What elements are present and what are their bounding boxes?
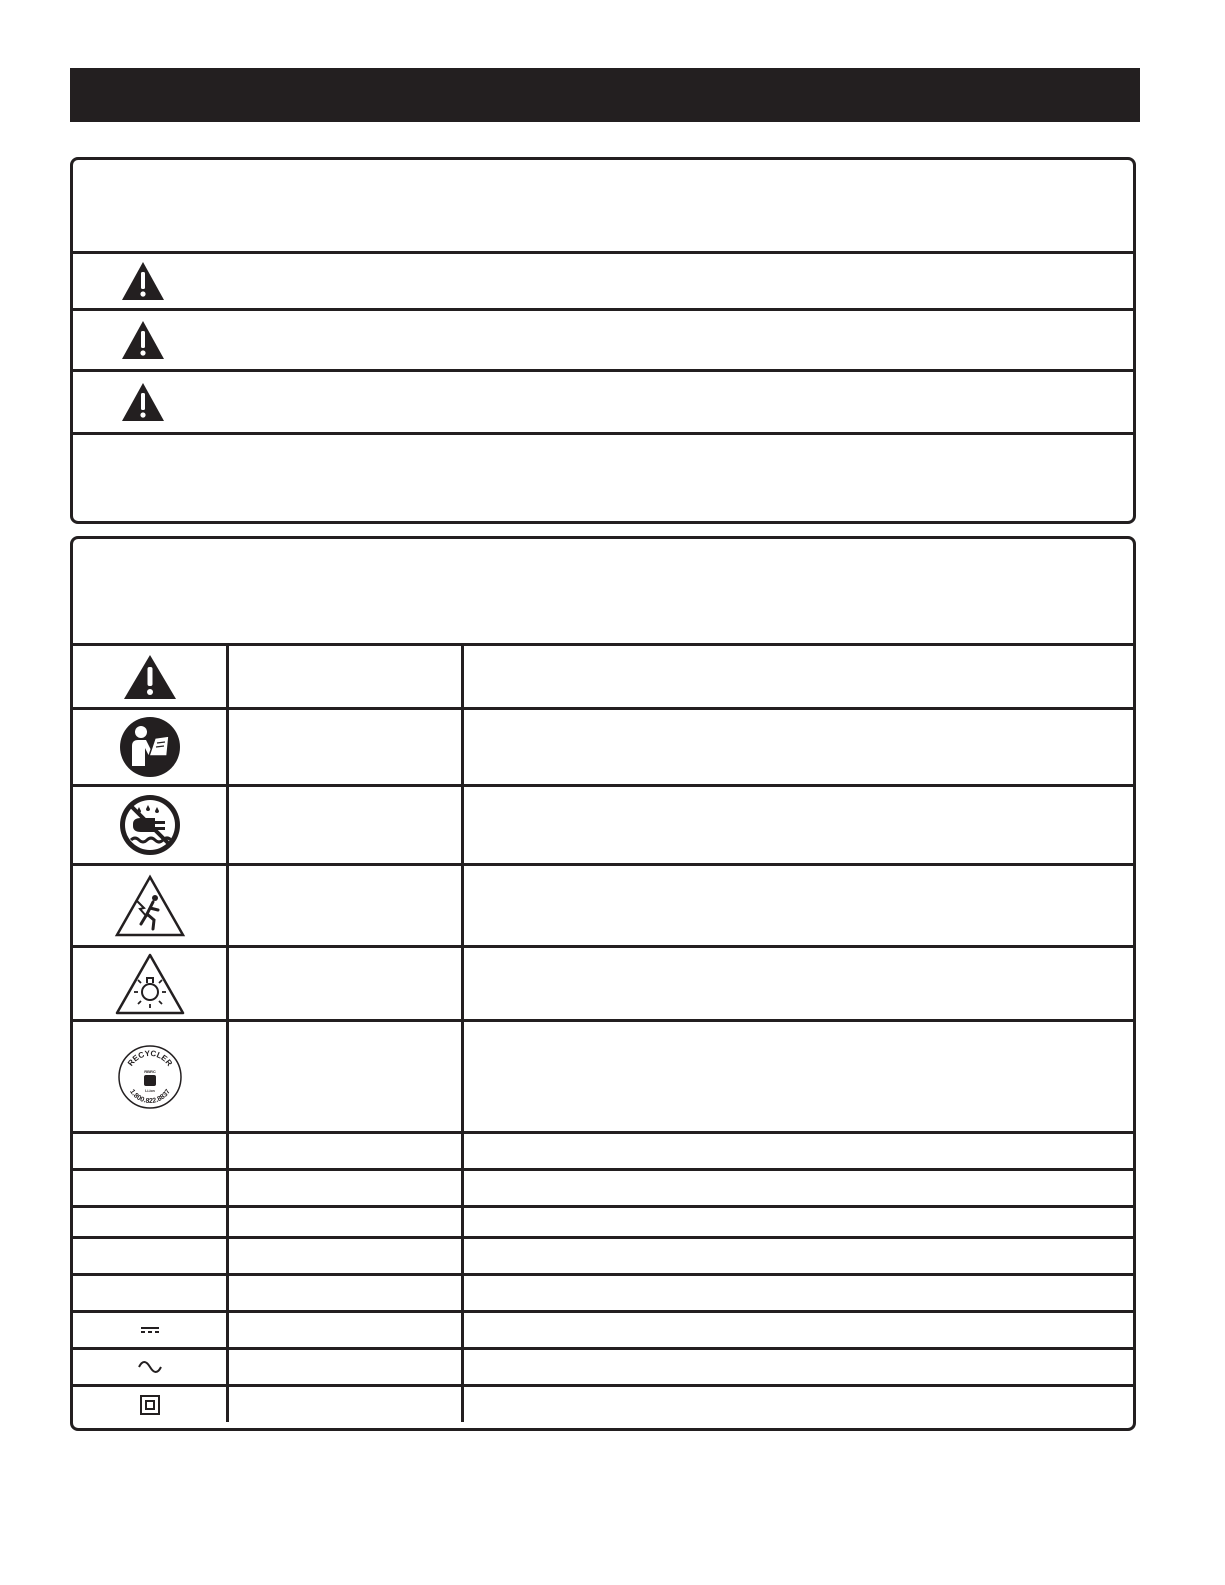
- symbol-name: [229, 1208, 464, 1236]
- symbol-text: [73, 1134, 229, 1168]
- symbol-name: [229, 646, 464, 707]
- table-row: [73, 1171, 1133, 1208]
- bright-light-icon: [73, 948, 229, 1019]
- signal-row-danger: [73, 254, 1133, 311]
- safety-alert-icon: [73, 646, 229, 707]
- table-row: [73, 1239, 1133, 1276]
- alternating-current-icon: [73, 1350, 229, 1384]
- symbol-designation: [464, 1313, 1133, 1347]
- symbol-name: [229, 1313, 464, 1347]
- symbol-name: [229, 1276, 464, 1310]
- table-row: [73, 866, 1133, 948]
- symbol-designation: [464, 1350, 1133, 1384]
- warning-triangle-icon: [73, 319, 213, 361]
- symbol-name: [229, 866, 464, 945]
- symbol-name: [229, 948, 464, 1019]
- symbol-designation: [464, 1171, 1133, 1205]
- table-row: [73, 1350, 1133, 1387]
- symbol-designation: [464, 1387, 1133, 1422]
- svg-text:RECYCLER: RECYCLER: [125, 1048, 174, 1068]
- symbol-name: [229, 1171, 464, 1205]
- symbol-text: [73, 1171, 229, 1205]
- rbrc-recycle-seal-icon: [73, 1022, 229, 1131]
- table-row: [73, 1022, 1133, 1134]
- table-row: [73, 948, 1133, 1022]
- table-row: [73, 1387, 1133, 1422]
- symbol-text: [73, 1276, 229, 1310]
- table-row: [73, 1134, 1133, 1171]
- symbol-name: [229, 1350, 464, 1384]
- no-wet-conditions-icon: [73, 787, 229, 863]
- warning-triangle-icon: [73, 381, 213, 423]
- symbol-designation: [464, 646, 1133, 707]
- section-header-bar: [70, 68, 1140, 122]
- symbol-name: [229, 710, 464, 784]
- symbol-designation: [464, 1022, 1133, 1131]
- symbol-designation: [464, 948, 1133, 1019]
- symbol-name: [229, 1022, 464, 1131]
- symbol-designation: [464, 1239, 1133, 1273]
- symbol-designation: [464, 787, 1133, 863]
- table-row: [73, 1208, 1133, 1239]
- signal-words-intro: [73, 160, 1133, 254]
- table-row: [73, 1313, 1133, 1350]
- symbol-text: [73, 1208, 229, 1236]
- symbols-table-box: [70, 536, 1136, 1431]
- table-row: [73, 787, 1133, 866]
- signal-row-warning: [73, 311, 1133, 372]
- symbol-name: [229, 1239, 464, 1273]
- signal-words-box: [70, 157, 1136, 524]
- warning-triangle-icon: [73, 260, 213, 302]
- symbol-name: [229, 1134, 464, 1168]
- electrical-shock-icon: [73, 866, 229, 945]
- symbol-designation: [464, 710, 1133, 784]
- symbols-intro: [73, 539, 1133, 646]
- read-manual-icon: [73, 710, 229, 784]
- svg-text:1.800.822.8837: 1.800.822.8837: [127, 1087, 172, 1105]
- symbol-designation: [464, 1134, 1133, 1168]
- svg-text:Li-ion: Li-ion: [144, 1088, 155, 1093]
- symbol-name: [229, 787, 464, 863]
- direct-current-icon: [73, 1313, 229, 1347]
- symbol-designation: [464, 1208, 1133, 1236]
- symbol-name: [229, 1387, 464, 1422]
- signal-row-caution: [73, 372, 1133, 435]
- table-row: [73, 646, 1133, 710]
- class-ii-construction-icon: [73, 1387, 229, 1422]
- symbol-designation: [464, 866, 1133, 945]
- svg-text:RBRC: RBRC: [143, 1068, 156, 1074]
- signal-notice: [73, 435, 1133, 471]
- symbol-designation: [464, 1276, 1133, 1310]
- table-row: [73, 710, 1133, 787]
- table-row: [73, 1276, 1133, 1313]
- symbol-text: [73, 1239, 229, 1273]
